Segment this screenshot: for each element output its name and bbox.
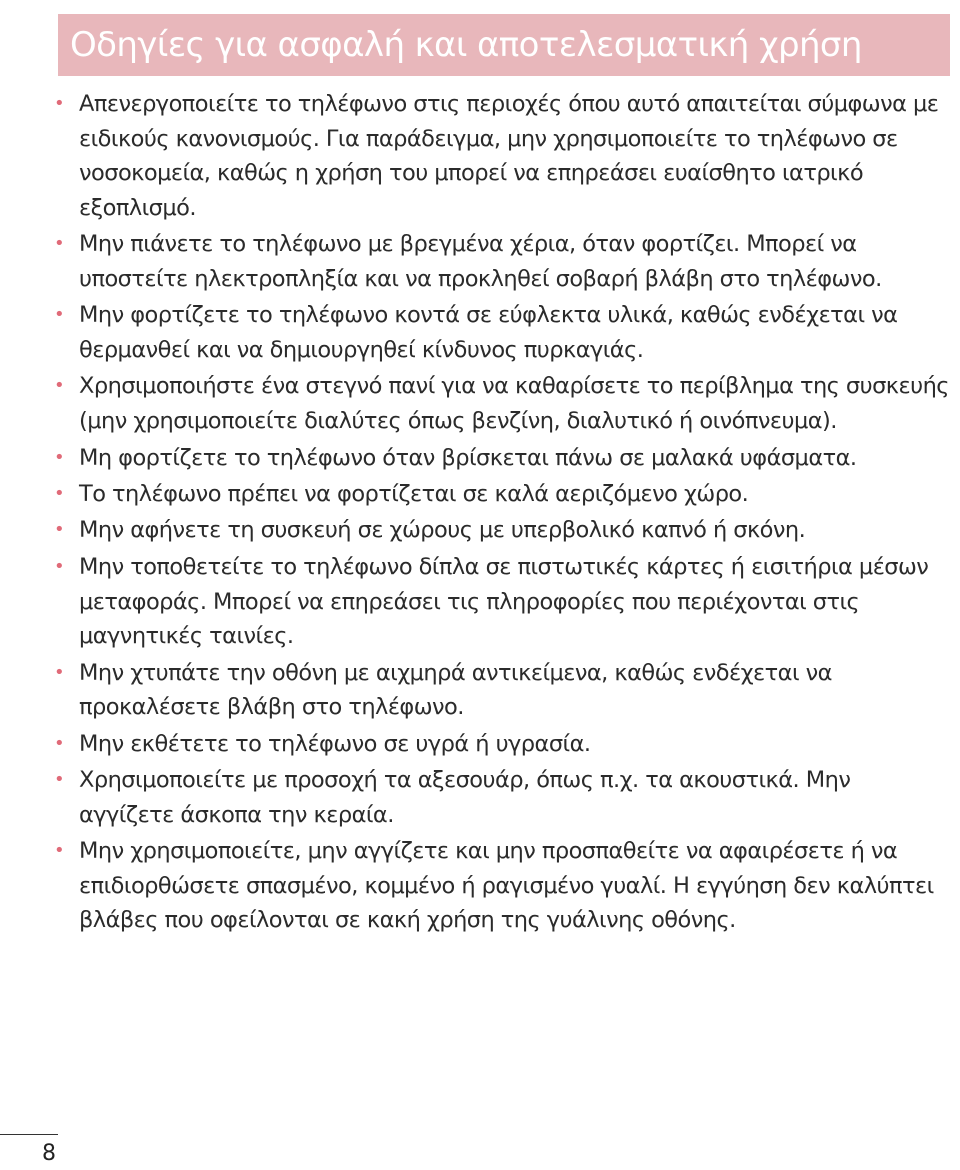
safety-rule-item: • Μην πιάνετε το τηλέφωνο με βρεγμένα χέρια, όταν φορτίζει. Μπορεί να υποστείτε ηλεκτροπληξία και να προκληθεί σοβαρή βλάβη στο τηλέφωνο. xyxy=(54,227,950,296)
section-title: Οδηγίες για ασφαλή και αποτελεσματική χρήση xyxy=(70,25,862,65)
safety-rule-item: • Μην χτυπάτε την οθόνη με αιχμηρά αντικείμενα, καθώς ενδέχεται να προκαλέσετε βλάβη στο τηλέφωνο. xyxy=(54,656,950,725)
footer-divider xyxy=(0,1134,58,1135)
safety-rules-list xyxy=(54,87,950,940)
safety-rule-item: • Χρησιμοποιήστε ένα στεγνό πανί για να καθαρίσετε το περίβλημα της συσκευής (μην χρησιμοποιείτε διαλύτες όπως βενζίνη, διαλυτικό ή οινόπνευμα). xyxy=(54,369,950,438)
page-number: 8 xyxy=(42,1141,56,1166)
safety-rule-item: • Μην φορτίζετε το τηλέφωνο κοντά σε εύφλεκτα υλικά, καθώς ενδέχεται να θερμανθεί και να δημιουργηθεί κίνδυνος πυρκαγιάς. xyxy=(54,298,950,367)
safety-rule-item: • Μην χρησιμοποιείτε, μην αγγίζετε και μην προσπαθείτε να αφαιρέσετε ή να επιδιορθώσετε σπασμένο, κομμένο ή ραγισμένο γυαλί. Η εγγύηση δεν καλύπτει βλάβες που οφείλονται σε κακή χρήση της γυάλινης οθόνης. xyxy=(54,834,950,938)
safety-rule-item: • Μη φορτίζετε το τηλέφωνο όταν βρίσκεται πάνω σε μαλακά υφάσματα. xyxy=(54,441,950,476)
safety-rule-item: • Το τηλέφωνο πρέπει να φορτίζεται σε καλά αεριζόμενο χώρο. xyxy=(54,477,950,512)
section-header xyxy=(58,14,950,76)
safety-rule-item: • Μην τοποθετείτε το τηλέφωνο δίπλα σε πιστωτικές κάρτες ή εισιτήρια μέσων μεταφοράς. Μπορεί να επηρεάσει τις πληροφορίες που περιέχονται στις μαγνητικές ταινίες. xyxy=(54,550,950,654)
safety-rule-item: • Απενεργοποιείτε το τηλέφωνο στις περιοχές όπου αυτό απαιτείται σύμφωνα με ειδικούς κανονισμούς. Για παράδειγμα, μην χρησιμοποιείτε το τηλέφωνο σε νοσοκομεία, καθώς η χρήση του μπορεί να επηρεάσει ευαίσθητο ιατρικό εξοπλισμό. xyxy=(54,87,950,225)
safety-rule-item: • Μην εκθέτετε το τηλέφωνο σε υγρά ή υγρασία. xyxy=(54,727,950,762)
safety-rule-item: • Μην αφήνετε τη συσκευή σε χώρους με υπερβολικό καπνό ή σκόνη. xyxy=(54,513,950,548)
safety-rule-item: • Χρησιμοποιείτε με προσοχή τα αξεσουάρ, όπως π.χ. τα ακουστικά. Μην αγγίζετε άσκοπα την κεραία. xyxy=(54,763,950,832)
